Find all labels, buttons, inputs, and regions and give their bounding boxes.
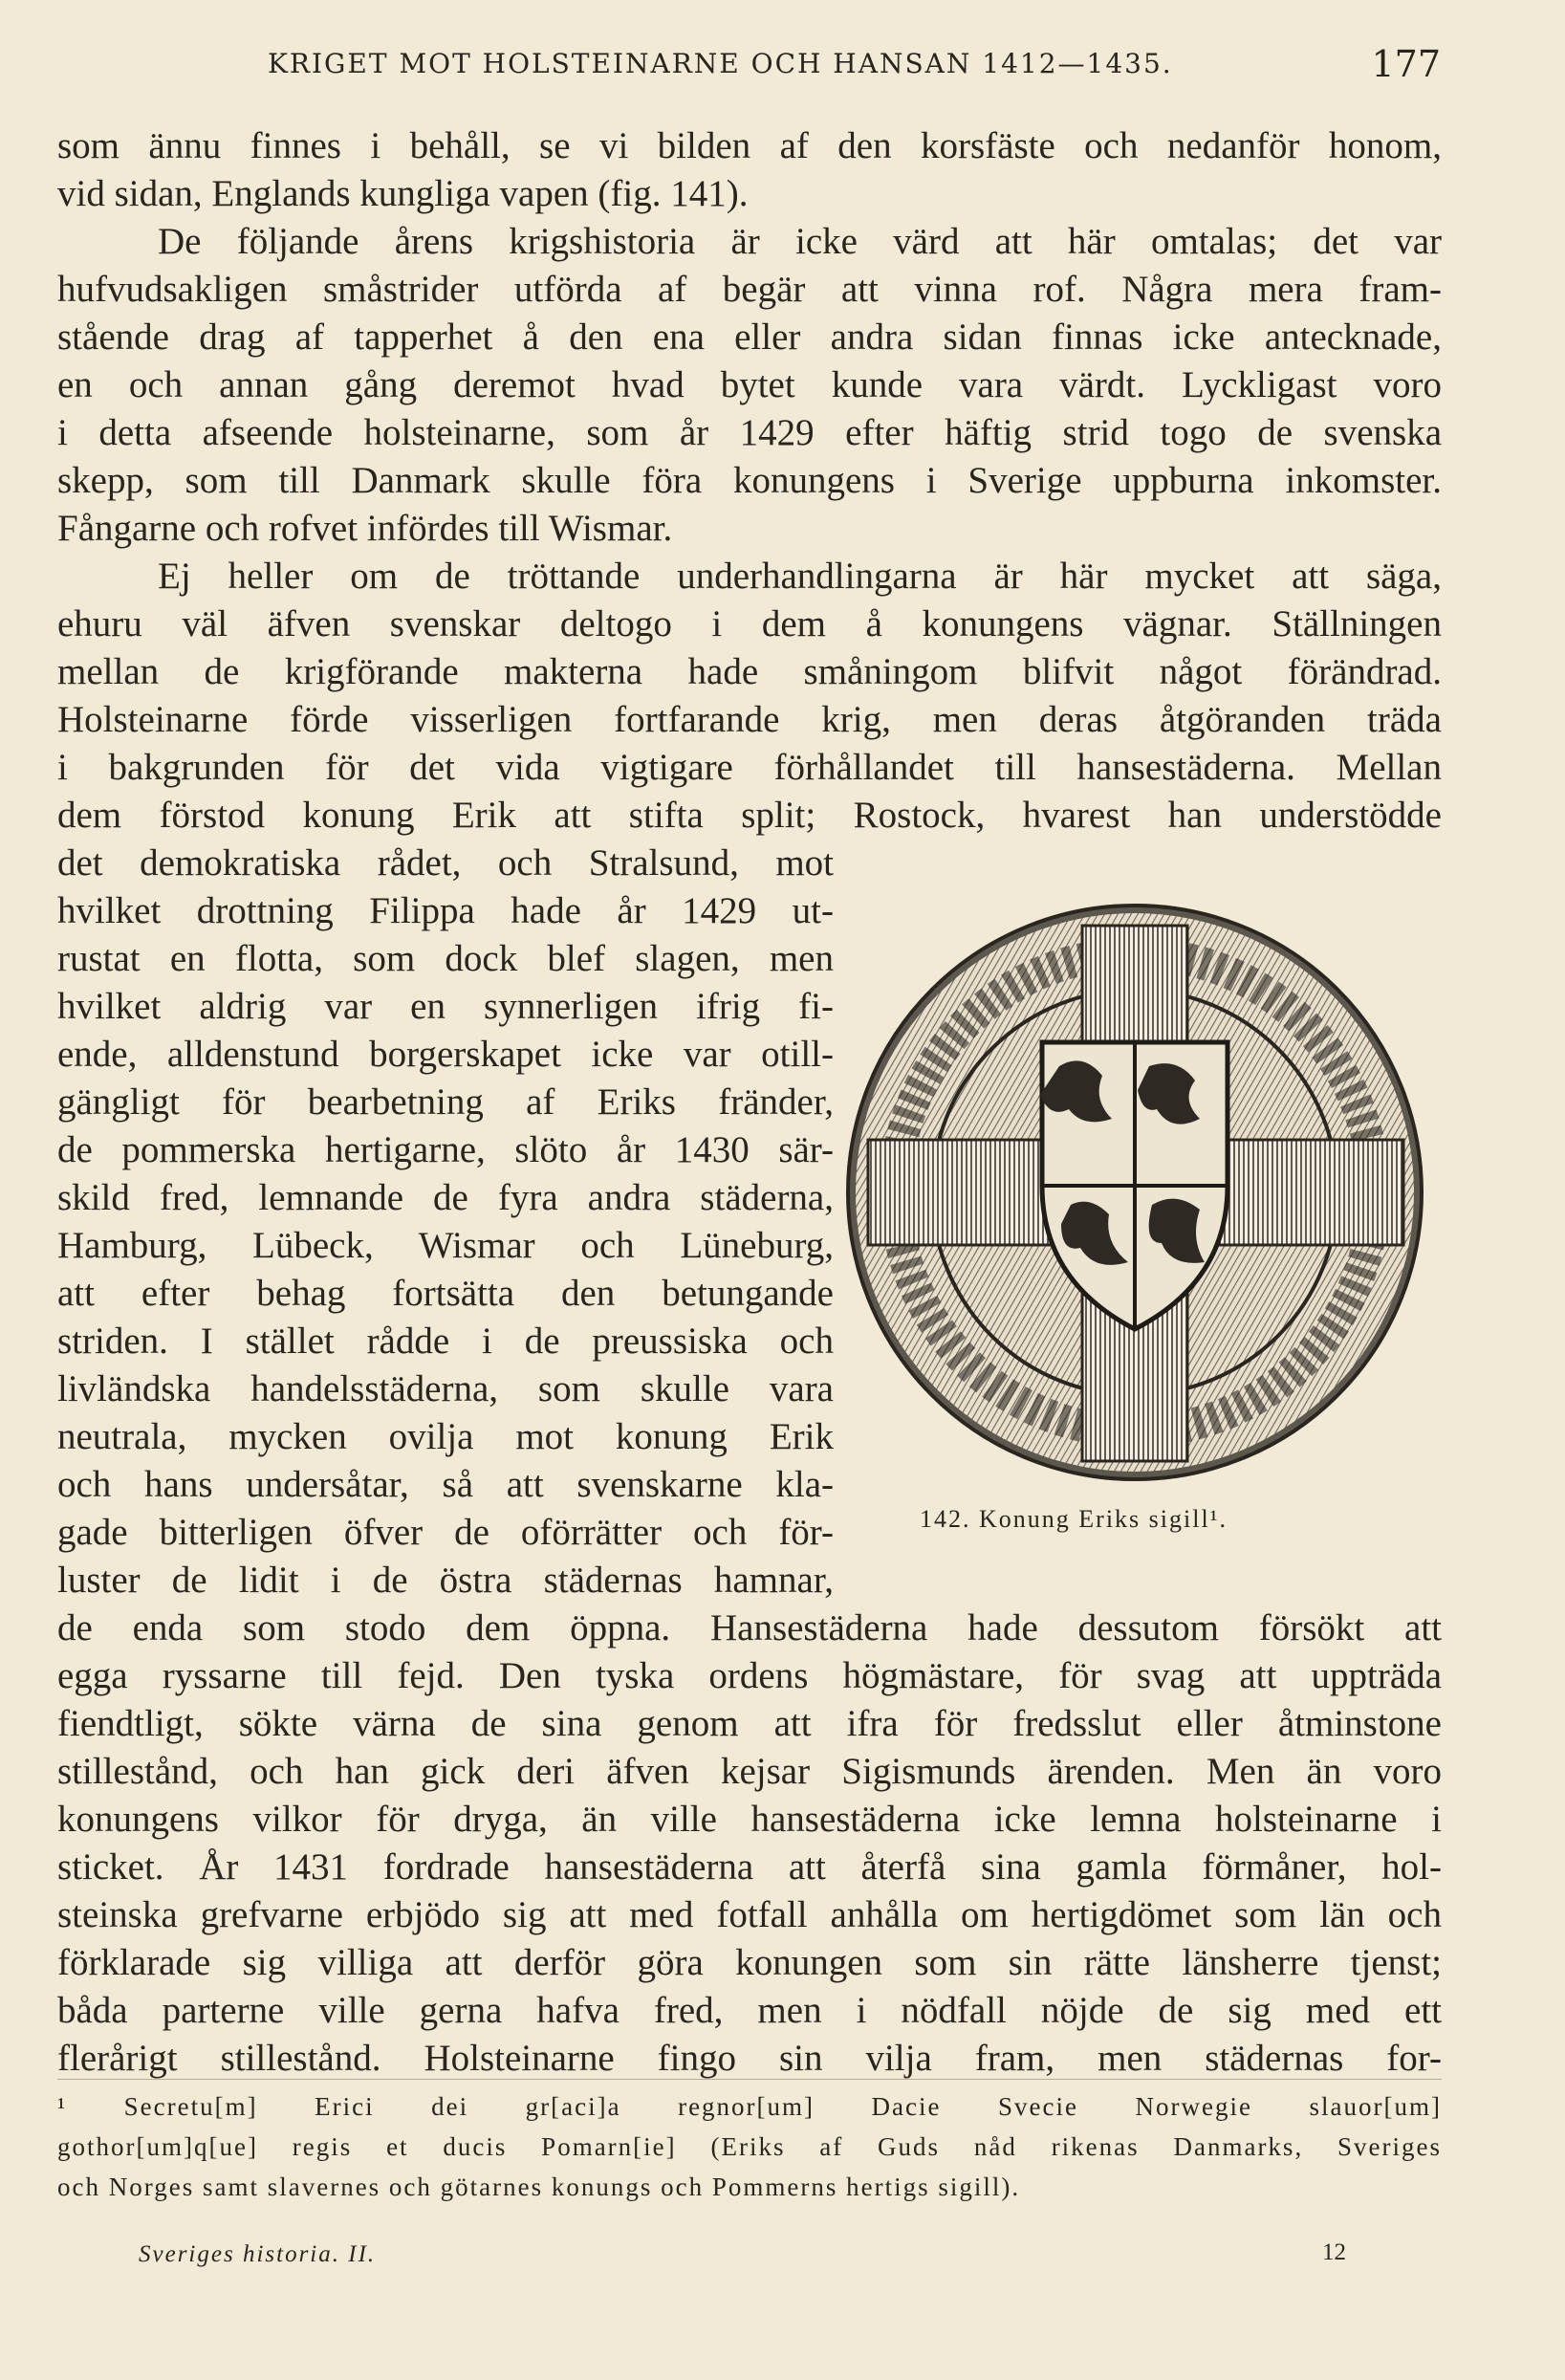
text-line: det demokratiska rådet, och Stralsund, mot <box>57 842 834 884</box>
text-line: flerårigt stillestånd. Holsteinarne fingo sin vilja fram, men städernas for- <box>57 2038 1442 2079</box>
text-line: egga ryssarne till fejd. Den tyska ordens högmästare, för svag att uppträda <box>57 1655 1442 1696</box>
text-line: dem förstod konung Erik att stifta split; Rostock, hvarest han understödde <box>57 795 1442 836</box>
text-line: hufvudsakligen småstrider utförda af begär att vinna rof. Några mera fram- <box>57 269 1442 310</box>
text-line: att efter behag fortsätta den betungande <box>57 1273 834 1314</box>
text-line: gängligt för bearbetning af Eriks fränder, <box>57 1081 834 1123</box>
text-line: som ännu finnes i behåll, se vi bilden af den korsfäste och nedanför honom, <box>57 125 1442 166</box>
text-line: Ej heller om de tröttande underhandlingarna är här mycket att säga, <box>158 556 1442 597</box>
text-line: sticket. År 1431 fordrade hansestäderna att återfå sina gamla förmåner, hol- <box>57 1846 1442 1888</box>
text-line: hvilket drottning Filippa hade år 1429 ut- <box>57 890 834 931</box>
text-line: Hamburg, Lübeck, Wismar och Lüneburg, <box>57 1225 834 1266</box>
text-line: och hans undersåtar, så att svenskarne kla- <box>57 1464 834 1505</box>
seal-cross-illustration <box>841 899 1429 1487</box>
page-number: 177 <box>1371 43 1441 85</box>
figure-caption: 142. Konung Eriks sigill¹. <box>920 1505 1228 1533</box>
text-line: förklarade sig villiga att derför göra konungen som sin rätte länsherre tjenst; <box>57 1942 1442 1983</box>
text-line: hvilket aldrig var en synnerligen ifrig fi- <box>57 986 834 1027</box>
text-line: neutrala, mycken ovilja mot konung Erik <box>57 1416 834 1457</box>
text-line: skild fred, lemnande de fyra andra städerna, <box>57 1177 834 1218</box>
text-line: fiendtligt, sökte värna de sina genom att ifra för fredsslut eller åtminstone <box>57 1703 1442 1744</box>
text-line: De följande årens krigshistoria är icke värd att här omtalas; det var <box>158 221 1442 262</box>
footnote-line: gothor[um]q[ue] regis et ducis Pomarn[ie] (Eriks af Guds nåd rikenas Danmarks, Sveriges <box>57 2132 1442 2161</box>
text-line: rustat en flotta, som dock blef slagen, men <box>57 938 834 979</box>
footnote-line: och Norges samt slavernes och götarnes konungs och Pommerns hertigs sigill). <box>57 2173 1021 2201</box>
footnote-divider <box>57 2079 1442 2080</box>
text-line: stående drag af tapperhet å den ena eller andra sidan finnas icke antecknade, <box>57 317 1442 358</box>
text-line: luster de lidit i de östra städernas hamnar, <box>57 1560 834 1601</box>
text-line: en och annan gång deremot hvad bytet kunde vara värdt. Lyckligast voro <box>57 364 1442 405</box>
text-line: båda parterne ville gerna hafva fred, men i nödfall nöjde de sig med ett <box>57 1990 1442 2031</box>
text-line: striden. I stället rådde i de preussiska och <box>57 1321 834 1362</box>
text-line: vid sidan, Englands kungliga vapen (fig. 141). <box>57 173 749 214</box>
signature-mark: Sveriges historia. II. <box>139 2241 377 2267</box>
text-line: mellan de krigförande makterna hade småningom blifvit något förändrad. <box>57 651 1442 692</box>
sheet-number: 12 <box>1322 2239 1346 2265</box>
text-line: skepp, som till Danmark skulle föra konungens i Sverige uppburna inkomster. <box>57 460 1442 501</box>
running-title: KRIGET MOT HOLSTEINARNE OCH HANSAN 1412—1435. <box>268 48 1173 79</box>
text-line: i bakgrunden för det vida vigtigare förhållandet till hansestäderna. Mellan <box>57 747 1442 788</box>
text-line: i detta afseende holsteinarne, som år 1429 efter häftig strid togo de svenska <box>57 412 1442 453</box>
text-line: ende, alldenstund borgerskapet icke var otill- <box>57 1034 834 1075</box>
text-line: stillestånd, och han gick deri äfven kejsar Sigismunds ärenden. Men än voro <box>57 1751 1442 1792</box>
text-line: Holsteinarne förde visserligen fortfarande krig, men deras åtgöranden träda <box>57 699 1442 740</box>
text-line: de enda som stodo dem öppna. Hansestäderna hade dessutom försökt att <box>57 1607 1442 1649</box>
text-line: konungens vilkor för dryga, än ville hansestäderna icke lemna holsteinarne i <box>57 1799 1442 1840</box>
text-line: livländska handelsstäderna, som skulle vara <box>57 1368 834 1409</box>
text-line: gade bitterligen öfver de oförrätter och för- <box>57 1512 834 1553</box>
text-line: ehuru väl äfven svenskar deltogo i dem å konungens vägnar. Ställningen <box>57 603 1442 644</box>
text-line: de pommerska hertigarne, slöto år 1430 sär- <box>57 1129 834 1170</box>
text-line: Fångarne och rofvet infördes till Wismar. <box>57 508 673 549</box>
text-line: steinska grefvarne erbjödo sig att med fotfall anhålla om hertigdömet som län och <box>57 1894 1442 1935</box>
footnote-line: ¹ Secretu[m] Erici dei gr[aci]a regnor[um] Dacie Svecie Norwegie slauor[um] <box>57 2092 1442 2121</box>
